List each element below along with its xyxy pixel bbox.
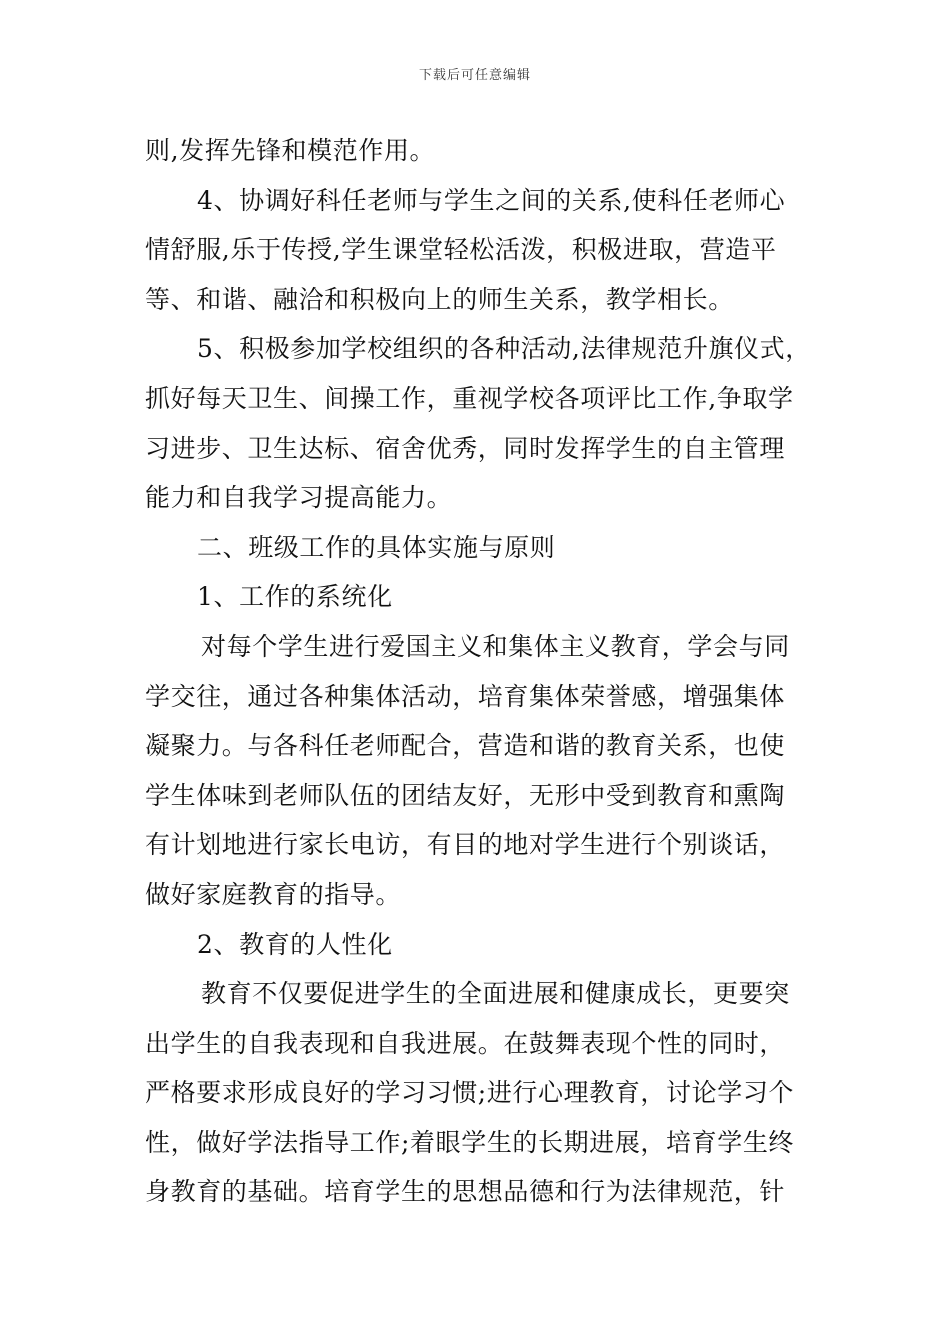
paragraph-line: 严格要求形成良好的学习习惯;进行心理教育，讨论学习个 [145,1078,795,1108]
paragraph-line: 出学生的自我表现和自我进展。在鼓舞表现个性的同时， [145,1028,786,1058]
paragraph-line: 性，做好学法指导工作;着眼学生的长期进展，培育学生终 [145,1127,795,1157]
paragraph-line: 则,发挥先锋和模范作用。 [145,136,436,165]
paragraph-line: 情舒服,乐于传授,学生课堂轻松活泼，积极进取，营造平 [145,235,777,265]
subsection-heading: 1、工作的系统化 [197,582,393,612]
paragraph-line: 等、和谐、融洽和积极向上的师生关系，教学相长。 [145,284,734,314]
paragraph-line: 有计划地进行家长电访，有目的地对学生进行个别谈话， [145,830,786,860]
header-note: 下载后可任意编辑 [418,68,531,83]
paragraph-line: 习进步、卫生达标、宿舍优秀，同时发挥学生的自主管理 [145,433,786,463]
paragraph-line: 做好家庭教育的指导。 [145,879,402,909]
paragraph-line: 学交往，通过各种集体活动，培育集体荣誉感，增强集体 [145,681,786,711]
paragraph-line: 5、积极参加学校组织的各种活动,法律规范升旗仪式， [197,334,811,364]
section-heading: 二、班级工作的具体实施与原则 [197,532,556,562]
paragraph-line: 身教育的基础。培育学生的思想品德和行为法律规范，针 [145,1177,786,1207]
document-body [145,126,810,1217]
paragraph-line: 学生体味到老师队伍的团结友好，无形中受到教育和熏陶 [145,780,786,810]
paragraph-line: 教育不仅要促进学生的全面进展和健康成长，更要突 [201,979,790,1009]
subsection-heading: 2、教育的人性化 [197,929,393,959]
paragraph-line: 对每个学生进行爱国主义和集体主义教育，学会与同 [201,631,790,661]
paragraph-line: 能力和自我学习提高能力。 [145,483,453,513]
paragraph-line: 凝聚力。与各科任老师配合，营造和谐的教育关系，也使 [145,731,786,761]
paragraph-line: 4、协调好科任老师与学生之间的关系,使科任老师心 [197,185,786,215]
paragraph-line: 抓好每天卫生、间操工作，重视学校各项评比工作,争取学 [145,383,794,413]
